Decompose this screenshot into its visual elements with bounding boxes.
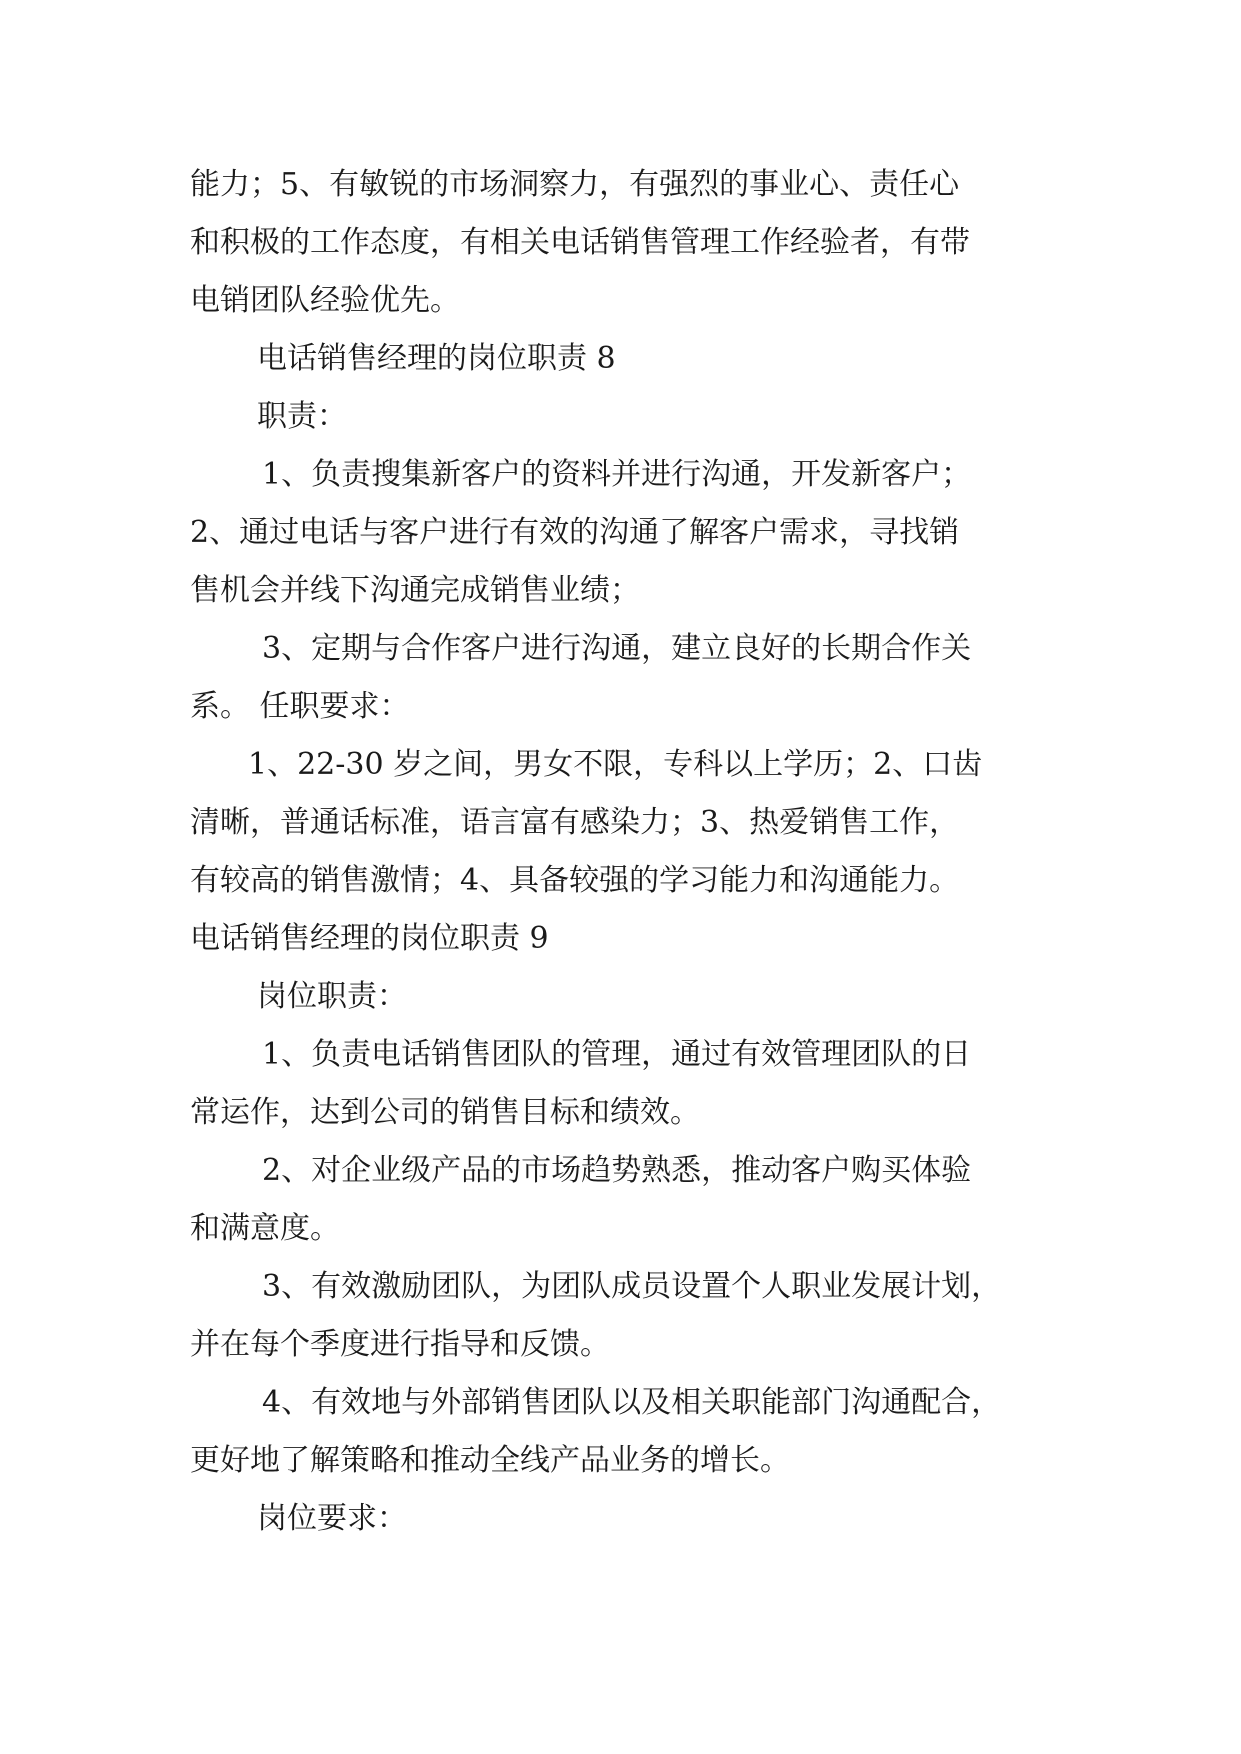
subheading: 岗位职责： bbox=[257, 979, 407, 1014]
text-line: 能力；5、有敏锐的市场洞察力，有强烈的事业心、责任心 bbox=[190, 167, 960, 202]
text-line: 有较高的销售激情；4、具备较强的学习能力和沟通能力。 bbox=[190, 863, 960, 898]
text-line: 1、负责电话销售团队的管理，通过有效管理团队的日 bbox=[262, 1037, 972, 1072]
text-line: 2、通过电话与客户进行有效的沟通了解客户需求，寻找销 bbox=[190, 515, 960, 550]
text-line: 3、定期与合作客户进行沟通，建立良好的长期合作关 bbox=[262, 631, 972, 666]
text-line: 系。 任职要求： bbox=[190, 689, 410, 724]
text-line: 4、有效地与外部销售团队以及相关职能部门沟通配合， bbox=[262, 1385, 1002, 1420]
section-heading: 电话销售经理的岗位职责 8 bbox=[257, 341, 616, 376]
text-line: 和积极的工作态度，有相关电话销售管理工作经验者，有带 bbox=[190, 225, 970, 260]
subheading: 职责： bbox=[257, 399, 347, 434]
text-line: 1、负责搜集新客户的资料并进行沟通，开发新客户； bbox=[262, 457, 972, 492]
section-heading: 电话销售经理的岗位职责 9 bbox=[190, 921, 549, 956]
text-line: 并在每个季度进行指导和反馈。 bbox=[190, 1327, 610, 1362]
text-line: 清晰，普通话标准，语言富有感染力；3、热爱销售工作， bbox=[190, 805, 960, 840]
text-line: 售机会并线下沟通完成销售业绩； bbox=[190, 573, 640, 608]
text-line: 1、22-30 岁之间，男女不限，专科以上学历；2、口齿 bbox=[248, 747, 983, 782]
subheading: 岗位要求： bbox=[257, 1501, 407, 1536]
text-line: 和满意度。 bbox=[190, 1211, 340, 1246]
text-line: 3、有效激励团队，为团队成员设置个人职业发展计划， bbox=[262, 1269, 1002, 1304]
text-line: 2、对企业级产品的市场趋势熟悉，推动客户购买体验 bbox=[262, 1153, 972, 1188]
text-line: 电销团队经验优先。 bbox=[190, 283, 460, 318]
text-line: 更好地了解策略和推动全线产品业务的增长。 bbox=[190, 1443, 790, 1478]
text-line: 常运作，达到公司的销售目标和绩效。 bbox=[190, 1095, 700, 1130]
